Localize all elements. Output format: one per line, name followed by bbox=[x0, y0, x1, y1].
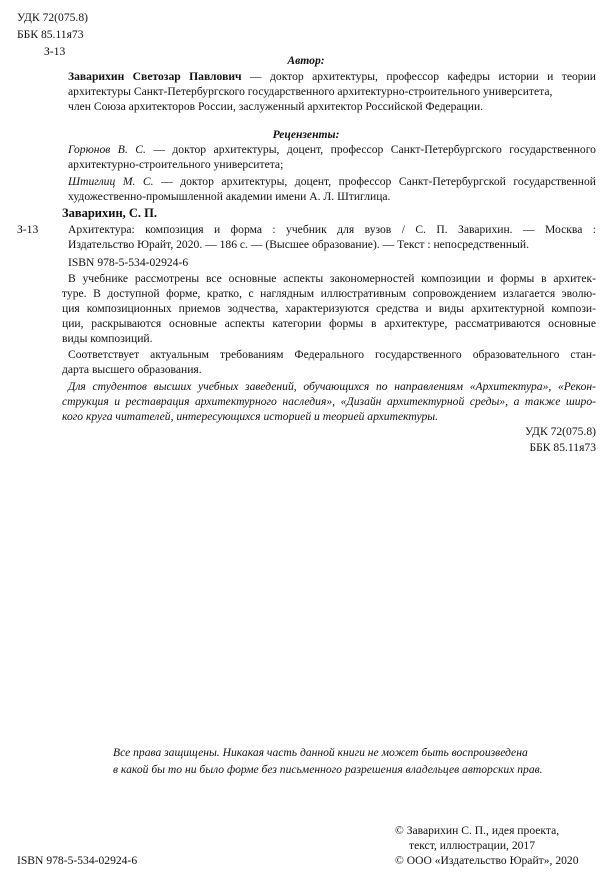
reviewers-heading: Рецензенты: bbox=[272, 128, 340, 141]
udk-code-top: УДК 72(075.8) bbox=[17, 11, 88, 24]
annotation-p3-line1: Для студентов высших учебных заведений, обучающихся по направлениям «Архитектура», «Рекон- bbox=[68, 380, 596, 393]
annotation-p1 bbox=[62, 271, 596, 346]
reviewer-1-name: Горюнов В. С. bbox=[68, 143, 146, 156]
reviewer-2-name: Штиглиц М. С. bbox=[68, 175, 154, 188]
bib-author: Заварихин, С. П. bbox=[62, 206, 158, 220]
rights-line2: в какой бы то ни было форме без письменного разрешения владельцев авторских прав. bbox=[113, 763, 543, 776]
bib-description bbox=[68, 222, 596, 252]
udk-code-bottom: УДК 72(075.8) bbox=[525, 425, 596, 438]
bib-line1: Архитектура: композиция и форма : учебник для вузов / С. П. Заварихин. — Москва : bbox=[68, 223, 596, 236]
annotation-p1-line4: ции, раскрываются основные аспекты категории формы в архитектуре, рассматриваются основные bbox=[62, 317, 596, 330]
author-desc-line1: — доктор архитектуры, профессор кафедры истории и теории bbox=[241, 70, 596, 83]
bbk-code-top: ББК 85.11я73 bbox=[17, 28, 84, 41]
author-name: Заварихин Светозар Павлович bbox=[68, 70, 242, 83]
annotation-p3 bbox=[62, 379, 596, 424]
annotation-p1-line1: В учебнике рассмотрены все основные аспекты закономерностей композиции и формы в архитек- bbox=[68, 272, 596, 285]
reviewer-2-line2: художественно-промышленной академии имени А. Л. Штиглица. bbox=[68, 190, 391, 203]
copyright-author-line2: текст, иллюстрации, 2017 bbox=[409, 839, 536, 852]
footer-isbn: ISBN 978-5-534-02924-6 bbox=[17, 854, 138, 867]
annotation-p3-line3: кого круга читателей, интересующихся историей и теорией архитектуры. bbox=[62, 410, 439, 423]
bib-line2: Издательство Юрайт, 2020. — 186 с. — (Высшее образование). — Текст : непосредственный. bbox=[68, 238, 529, 251]
bib-mark: З-13 bbox=[17, 223, 39, 236]
annotation-p1-line5: виды композиций. bbox=[62, 332, 153, 345]
reviewer-1 bbox=[68, 142, 596, 172]
reviewer-1-line2: архитектурно-строительного университета; bbox=[68, 158, 284, 171]
copyright-publisher: © ООО «Издательство Юрайт», 2020 bbox=[395, 854, 579, 867]
annotation-p1-line3: ция композиционных приемов зодчества, характеризуются средства и виды архитектурной компози- bbox=[62, 302, 596, 315]
bib-isbn: ISBN 978-5-534-02924-6 bbox=[68, 256, 189, 269]
author-mark-top: З-13 bbox=[44, 45, 66, 58]
author-description bbox=[68, 69, 596, 114]
reviewer-1-line1: — доктор архитектуры, доцент, профессор Санкт-Петербургского государственного bbox=[145, 143, 596, 156]
annotation-p2-line2: дарта высшего образования. bbox=[62, 363, 202, 376]
annotation-p2-line1: Соответствует актуальным требованиям Федерального государственного образовательного стан- bbox=[68, 348, 596, 361]
annotation-p3-line2: струкция и реставрация архитектурного наследия», «Дизайн архитектурной среды», а также широ- bbox=[62, 395, 596, 408]
reviewer-2-line1: — доктор архитектуры, доцент, профессор Санкт-Петербургской государственной bbox=[153, 175, 597, 188]
annotation-p2 bbox=[62, 347, 596, 377]
author-desc-line3: член Союза архитекторов России, заслуженный архитектор Российской Федерации. bbox=[68, 100, 484, 113]
bbk-code-bottom: ББК 85.11я73 bbox=[529, 441, 596, 454]
copyright-author-line1: © Заварихин С. П., идея проекта, bbox=[395, 824, 560, 837]
annotation-p1-line2: туре. В доступной форме, кратко, с наглядным иллюстративным сопровождением излагается эволю- bbox=[62, 287, 596, 300]
author-desc-line2: архитектуры Санкт-Петербургского государственного архитектурно-строительного университета, bbox=[68, 85, 553, 98]
author-heading: Автор: bbox=[287, 54, 325, 67]
reviewer-2 bbox=[68, 174, 596, 204]
rights-line1: Все права защищены. Никакая часть данной книги не может быть воспроизведена bbox=[113, 746, 528, 759]
